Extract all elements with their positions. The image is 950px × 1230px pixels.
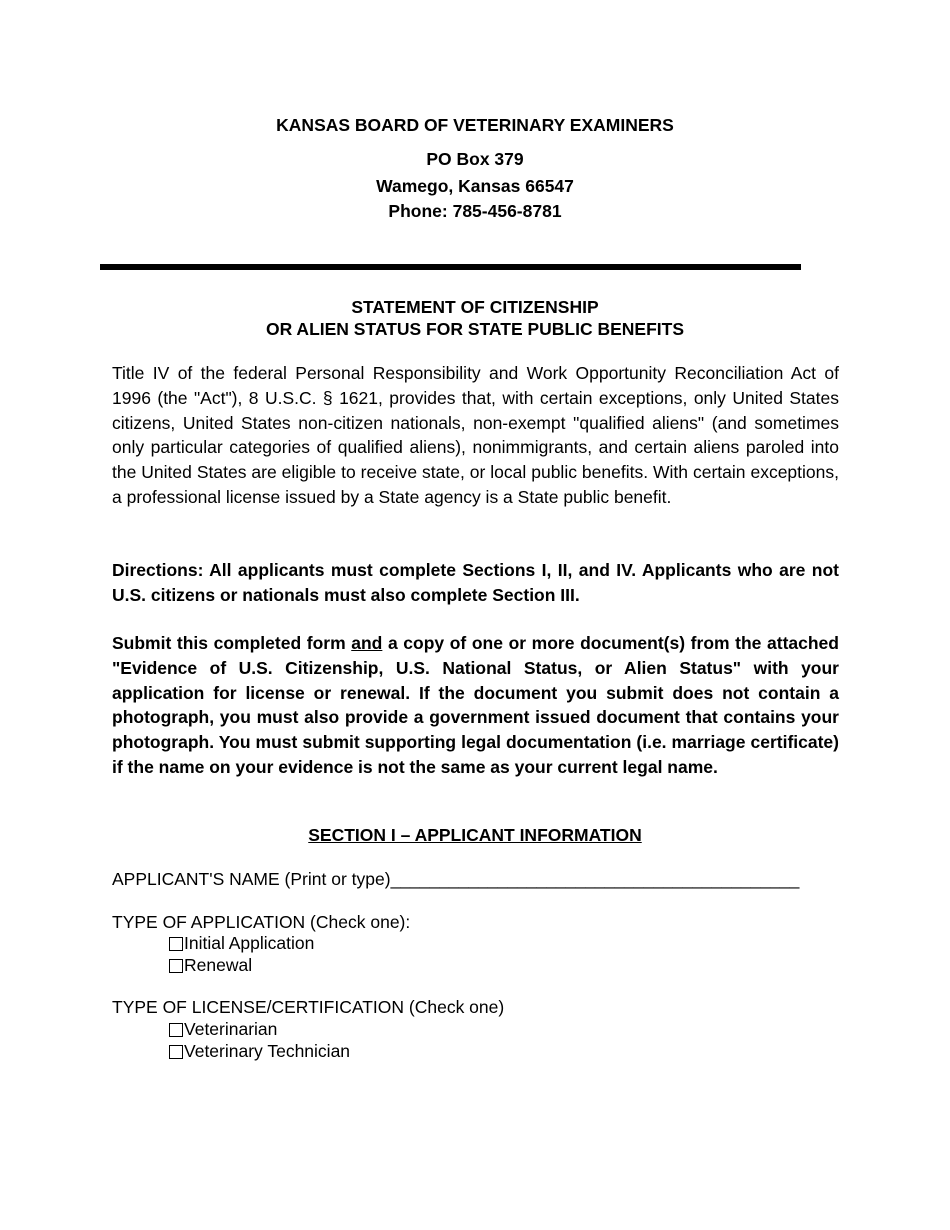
option-veterinarian[interactable] (169, 1019, 277, 1040)
phone-number: Phone: 785-456-8781 (388, 201, 562, 221)
submit-instructions-paragraph (112, 631, 839, 780)
header-divider (100, 264, 801, 270)
submit-text-before: Submit this completed form (112, 633, 352, 653)
organization-name: KANSAS BOARD OF VETERINARY EXAMINERS (276, 115, 674, 135)
option-initial-application[interactable] (169, 933, 314, 954)
applicant-name-field[interactable] (112, 869, 799, 890)
checkbox-veterinarian[interactable] (169, 1023, 183, 1037)
option-label: Renewal (184, 955, 253, 975)
intro-paragraph: Title IV of the federal Personal Responsibility and Work Opportunity Reconciliation Act of 1996 (the "Act"), 8 U.S.C. § 1621, provides that, with certain exceptions, only United States citizens, United States non-citizen nationals, non-exempt "qualified aliens" (and sometimes only particular categories of qualified aliens), nonimmigrants, and certain aliens paroled into the United States are eligible to receive state, or local public benefits. With certain exceptions, a professional license issued by a State agency is a State public benefit. (112, 363, 839, 507)
option-label: Veterinary Technician (184, 1041, 351, 1061)
application-type-label: TYPE OF APPLICATION (Check one): (112, 912, 411, 932)
submit-text-emphasis: and (351, 633, 383, 653)
address-city-state-zip: Wamego, Kansas 66547 (376, 176, 574, 196)
option-label: Veterinarian (184, 1019, 278, 1039)
license-type-label: TYPE OF LICENSE/CERTIFICATION (Check one) (112, 997, 505, 1017)
checkbox-renewal[interactable] (169, 959, 183, 973)
option-label: Initial Application (184, 933, 315, 953)
option-veterinary-technician[interactable] (169, 1041, 350, 1062)
option-renewal[interactable] (169, 955, 252, 976)
section-1-heading: SECTION I – APPLICANT INFORMATION (308, 825, 642, 845)
form-title-line-2: OR ALIEN STATUS FOR STATE PUBLIC BENEFITS (265, 319, 685, 339)
directions-paragraph: Directions: All applicants must complete Sections I, II, and IV. Applicants who are not U.S. citizens or nationals must also complete Section III. (112, 560, 839, 605)
applicant-name-label: APPLICANT'S NAME (Print or type) (112, 869, 391, 889)
address-po-box: PO Box 379 (426, 149, 524, 169)
checkbox-initial-application[interactable] (169, 937, 183, 951)
applicant-name-blank[interactable]: __________________________________________ (390, 869, 800, 889)
checkbox-veterinary-technician[interactable] (169, 1045, 183, 1059)
submit-text-after: a copy of one or more document(s) from the attached "Evidence of U.S. Citizenship, U.S. National Status, or Alien Status" with your application for license or renewal. If the document you submit does not contain a photograph, you must also provide a government issued document that contains your photograph. You must submit supporting legal documentation (i.e. marriage certificate) if the name on your evidence is not the same as your current legal name. (112, 633, 839, 777)
form-title-line-1: STATEMENT OF CITIZENSHIP (351, 297, 599, 317)
